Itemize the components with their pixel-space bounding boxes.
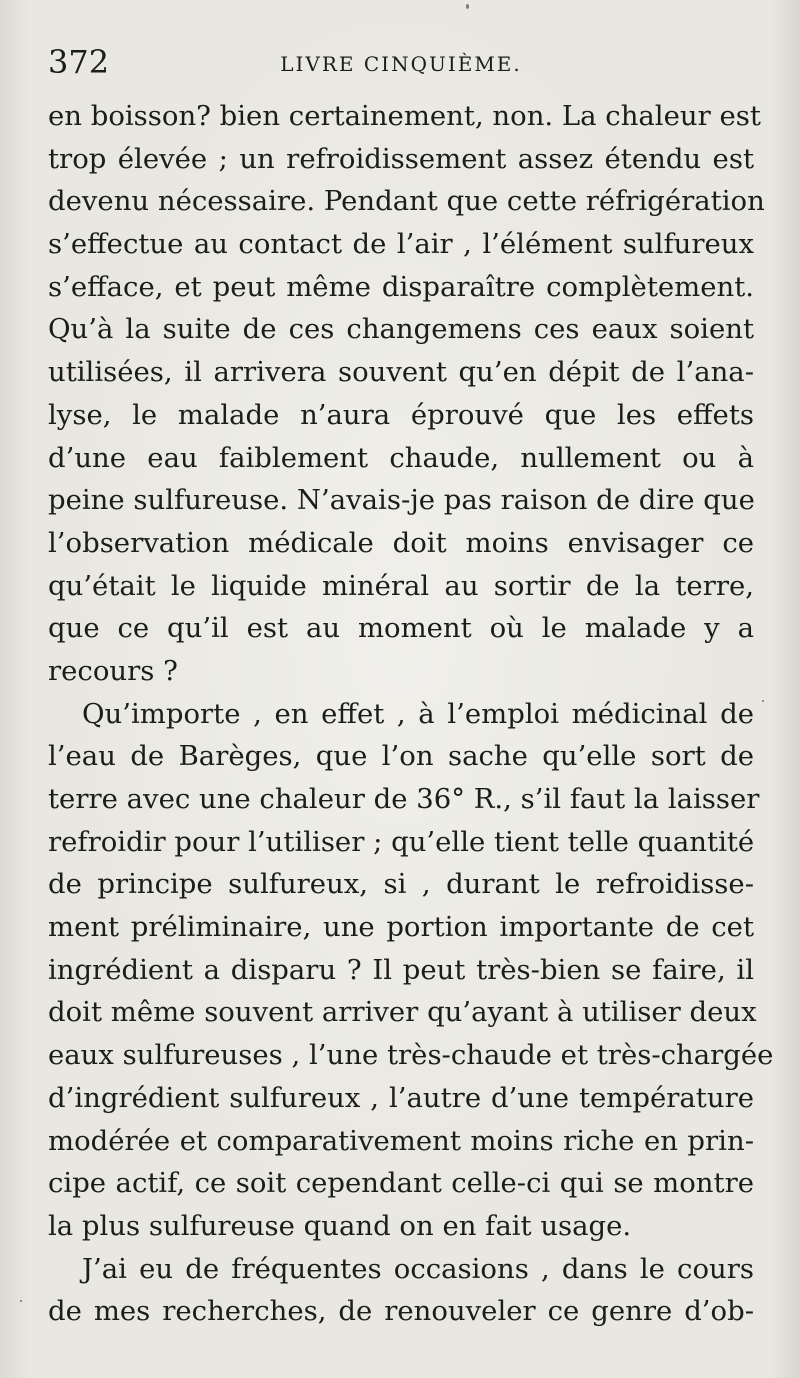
text-line: eaux sulfureuses , l’une très-chaude et très-chargée (48, 1039, 774, 1072)
page-number: 372 (48, 43, 110, 81)
text-line: s’efface, et peut même disparaître complètement. (48, 270, 754, 303)
text-line: ment préliminaire, une portion importante de cet (48, 911, 754, 944)
text-line: de principe sulfureux, si , durant le refroidisse- (48, 868, 754, 901)
text-line: cipe actif, ce soit cependant celle-ci qui se montre (48, 1167, 754, 1200)
text-line: ingrédient a disparu ? Il peut très-bien se faire, il (48, 953, 754, 986)
text-line: modérée et comparativement moins riche en prin- (48, 1124, 754, 1157)
text-line: qu’était le liquide minéral au sortir de la terre, (48, 569, 754, 602)
text-line: d’ingrédient sulfureux , l’autre d’une température (48, 1081, 754, 1114)
text-line: peine sulfureuse. N’avais-je pas raison de dire que (48, 484, 755, 517)
text-line: en boisson? bien certainement, non. La chaleur est (48, 100, 761, 132)
text-line: doit même souvent arriver qu’ayant à utiliser deux (48, 996, 757, 1029)
text-line: devenu nécessaire. Pendant que cette réfrigération (48, 185, 765, 218)
text-line: d’une eau faiblement chaude, nullement ou à (48, 441, 754, 474)
ink-speck (20, 1300, 22, 1302)
text-line: de mes recherches, de renouveler ce genre d’ob- (48, 1295, 754, 1328)
text-line: trop élevée ; un refroidissement assez étendu est (48, 142, 754, 175)
text-line: Qu’à la suite de ces changemens ces eaux soient (48, 313, 754, 346)
ink-speck (466, 4, 469, 9)
body-text (48, 95, 774, 1333)
text-line: s’effectue au contact de l’air , l’élément sulfureux (48, 228, 754, 261)
text-line: refroidir pour l’utiliser ; qu’elle tient telle quantité (48, 825, 755, 858)
text-line: J’ai eu de fréquentes occasions , dans le cours (82, 1252, 754, 1285)
ink-speck (762, 700, 764, 702)
running-head: LIVRE CINQUIÈME. (280, 52, 522, 76)
text-line: Qu’importe , en effet , à l’emploi médicinal de (82, 697, 754, 730)
text-line: l’observation médicale doit moins envisager ce (48, 526, 754, 559)
text-line: l’eau de Barèges, que l’on sache qu’elle sort de (48, 740, 754, 773)
text-line: recours ? (48, 654, 178, 687)
text-line: utilisées, il arrivera souvent qu’en dépit de l’ana- (48, 356, 754, 389)
page-header (48, 40, 754, 84)
text-line: la plus sulfureuse quand on en fait usage. (48, 1209, 632, 1242)
text-line: lyse, le malade n’aura éprouvé que les effets (48, 398, 754, 431)
text-line: que ce qu’il est au moment où le malade y a (48, 612, 754, 645)
text-line: terre avec une chaleur de 36° R., s’il faut la laisser (48, 783, 760, 815)
